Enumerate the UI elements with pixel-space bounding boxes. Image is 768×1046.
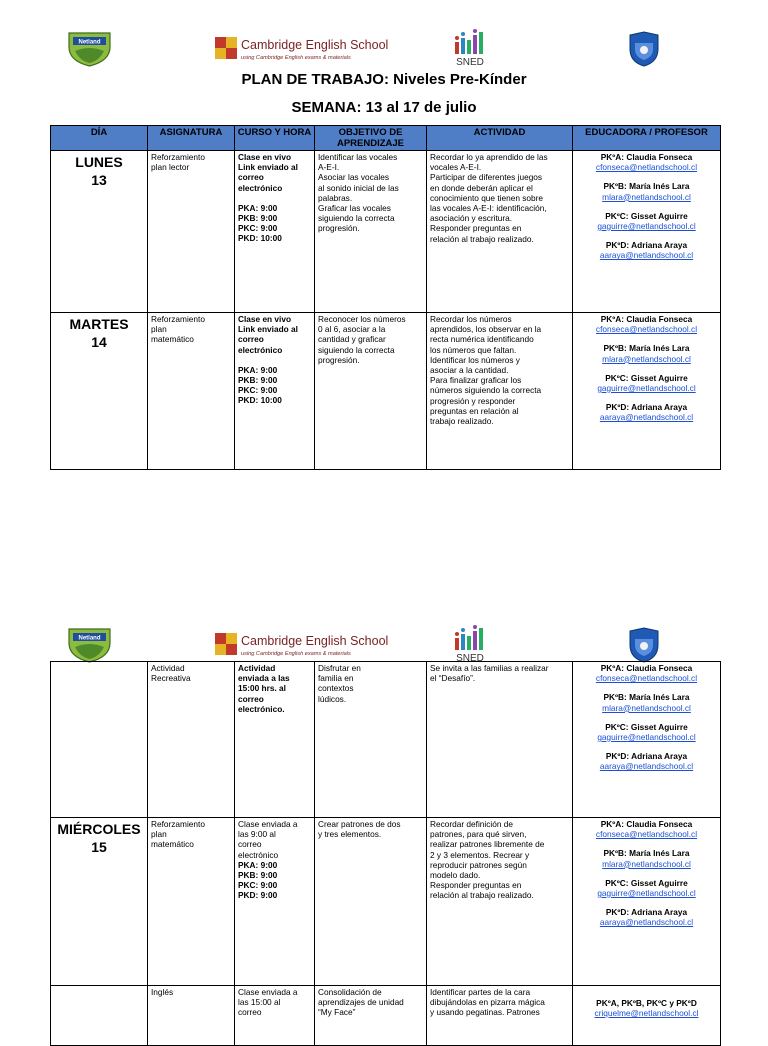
teacher-cell: PKºA: Claudia Fonseca cfonseca@netlandschool.cl PKºB: María Inés Lara mlara@netlandschool.cl PKºC: Gisset Aguirre gaguirre@netlandschool.cl PKºD: Adriana Araya aaraya@netlandschool.cl [573, 818, 721, 986]
email-link[interactable]: gaguirre@netlandschool.cl [597, 888, 696, 899]
plan-table-page-1 [50, 125, 721, 470]
logo-header [0, 28, 768, 72]
subject-cell: Reforzamiento plan lector [148, 151, 235, 313]
email-link[interactable]: aaraya@netlandschool.cl [599, 250, 694, 261]
document-page-2 [0, 600, 768, 1024]
day-cell-empty [51, 662, 148, 818]
day-cell-miercoles: MIÉRCOLES 15 [51, 818, 148, 986]
table-header-row [51, 126, 721, 151]
objective-cell: Reconocer los números 0 al 6, asociar a la cantidad y graficar siguiendo la correcta progresión. [315, 313, 427, 470]
course-cell: Clase en vivo Link enviado al correo electrónico PKA: 9:00 PKB: 9:00 PKC: 9:00 PKD: 10:00 [235, 313, 315, 470]
course-cell: Clase enviada a las 15:00 al correo [235, 986, 315, 1046]
teacher-cell: PKºA: Claudia Fonseca cfonseca@netlandschool.cl PKºB: María Inés Lara mlara@netlandschool.cl PKºC: Gisset Aguirre gaguirre@netlandschool.cl PKºD: Adriana Araya aaraya@netlandschool.cl [573, 313, 721, 470]
svg-text:using Cambridge English exams: using Cambridge English exams & materials [241, 651, 351, 657]
email-link[interactable]: aaraya@netlandschool.cl [599, 412, 694, 423]
subject-cell: Actividad Recreativa [148, 662, 235, 818]
document-title: PLAN DE TRABAJO: Niveles Pre-Kínder [241, 71, 527, 88]
teacher-cell: PKºA: Claudia Fonseca cfonseca@netlandschool.cl PKºB: María Inés Lara mlara@netlandschool.cl PKºC: Gisset Aguirre gaguirre@netlandschool.cl PKºD: Adriana Araya aaraya@netlandschool.cl [573, 662, 721, 818]
email-link[interactable]: mlara@netlandschool.cl [602, 702, 691, 713]
teacher-cell: PKºA: Claudia Fonseca cfonseca@netlandschool.cl PKºB: María Inés Lara mlara@netlandschool.cl PKºC: Gisset Aguirre gaguirre@netlandschool.cl PKºD: Adriana Araya aaraya@netlandschool.cl [573, 151, 721, 313]
day-cell-empty [51, 986, 148, 1046]
svg-text:Netland: Netland [78, 39, 101, 46]
svg-text:Netland: Netland [78, 635, 101, 642]
cambridge-logo-icon [215, 630, 389, 660]
header-objetivo: OBJETIVO DE APRENDIZAJE [315, 126, 427, 151]
email-link[interactable]: mlara@netlandschool.cl [602, 191, 691, 202]
table-row [51, 986, 721, 1046]
activity-cell: Recordar los números aprendidos, los observar en la recta numérica identificando los números que faltan. Identificar los números y asociar a la cantidad. Para finalizar graficar los números siguiendo la correcta progresión y responder preguntas en relación al trabajo realizado. [427, 313, 573, 470]
email-link[interactable]: cfonseca@netlandschool.cl [595, 673, 698, 684]
week-title: SEMANA: 13 al 17 de julio [291, 99, 477, 116]
objective-cell: Disfrutar en familia en contextos lúdicos. [315, 662, 427, 818]
header-asignatura: ASIGNATURA [148, 126, 235, 151]
netland-logo-icon [66, 31, 113, 67]
header-educadora: EDUCADORA / PROFESOR [573, 126, 721, 151]
email-link[interactable]: gaguirre@netlandschool.cl [597, 732, 696, 743]
table-row [51, 151, 721, 313]
objective-cell: Identificar las vocales A-E-I. Asociar las vocales al sonido inicial de las palabras. Graficar las vocales siguiendo la correcta progresión. [315, 151, 427, 313]
objective-cell: Consolidación de aprendizajes de unidad “My Face” [315, 986, 427, 1046]
subject-cell: Inglés [148, 986, 235, 1046]
email-link[interactable]: gaguirre@netlandschool.cl [597, 383, 696, 394]
header-curso-hora: CURSO Y HORA [235, 126, 315, 151]
email-link[interactable]: criquelme@netlandschool.cl [594, 1008, 699, 1019]
header-actividad: ACTIVIDAD [427, 126, 573, 151]
course-cell: Actividad enviada a las 15:00 hrs. al correo electrónico. [235, 662, 315, 818]
subject-cell: Reforzamiento plan matemático [148, 818, 235, 986]
svg-text:SNED: SNED [456, 57, 484, 68]
header-dia: DÍA [51, 126, 148, 151]
plan-table-page-2 [50, 661, 721, 1046]
email-link[interactable]: mlara@netlandschool.cl [602, 858, 691, 869]
netland-logo-icon [66, 627, 113, 663]
email-link[interactable]: cfonseca@netlandschool.cl [595, 829, 698, 840]
day-cell-lunes: LUNES 13 [51, 151, 148, 313]
cambridge-logo-icon [215, 34, 389, 64]
activity-cell: Recordar definición de patrones, para qué sirven, realizar patrones libremente de 2 y 3 elementos. Recrear y reproducir patrones según modelo dado. Responder preguntas en relación al trabajo realizado. [427, 818, 573, 986]
activity-cell: Se invita a las familias a realizar el “Desafío”. [427, 662, 573, 818]
svg-text:Cambridge English School: Cambridge English School [241, 38, 389, 52]
email-link[interactable]: gaguirre@netlandschool.cl [597, 221, 696, 232]
svg-text:SNED: SNED [456, 653, 484, 664]
shield-logo-icon [627, 627, 661, 663]
shield-logo-icon [627, 31, 661, 67]
subject-cell: Reforzamiento plan matemático [148, 313, 235, 470]
email-link[interactable]: aaraya@netlandschool.cl [599, 761, 694, 772]
table-row [51, 313, 721, 470]
objective-cell: Crear patrones de dos y tres elementos. [315, 818, 427, 986]
email-link[interactable]: aaraya@netlandschool.cl [599, 917, 694, 928]
course-cell: Clase enviada a las 9:00 al correo electrónico PKA: 9:00 PKB: 9:00 PKC: 9:00 PKD: 9:00 [235, 818, 315, 986]
email-link[interactable]: cfonseca@netlandschool.cl [595, 324, 698, 335]
teacher-cell: PKºA, PKºB, PKºC y PKºD criquelme@netlandschool.cl [573, 986, 721, 1046]
day-cell-martes: MARTES 14 [51, 313, 148, 470]
email-link[interactable]: mlara@netlandschool.cl [602, 353, 691, 364]
svg-text:Cambridge English School: Cambridge English School [241, 634, 389, 648]
sned-logo-icon [451, 624, 489, 664]
svg-text:using Cambridge English exams: using Cambridge English exams & materials [241, 55, 351, 61]
table-row [51, 662, 721, 818]
sned-logo-icon [451, 28, 489, 68]
activity-cell: Identificar partes de la cara dibujándolas en pizarra mágica y usando pegatinas. Patrones [427, 986, 573, 1046]
email-link[interactable]: cfonseca@netlandschool.cl [595, 162, 698, 173]
activity-cell: Recordar lo ya aprendido de las vocales A-E-I. Participar de diferentes juegos en donde deberán aplicar el conocimiento que tienen sobre las vocales A-E-I: identificación, asociación y escritura. Responder preguntas en relación al trabajo realizado. [427, 151, 573, 313]
table-row [51, 818, 721, 986]
course-cell: Clase en vivo Link enviado al correo electrónico PKA: 9:00 PKB: 9:00 PKC: 9:00 PKD: 10:00 [235, 151, 315, 313]
